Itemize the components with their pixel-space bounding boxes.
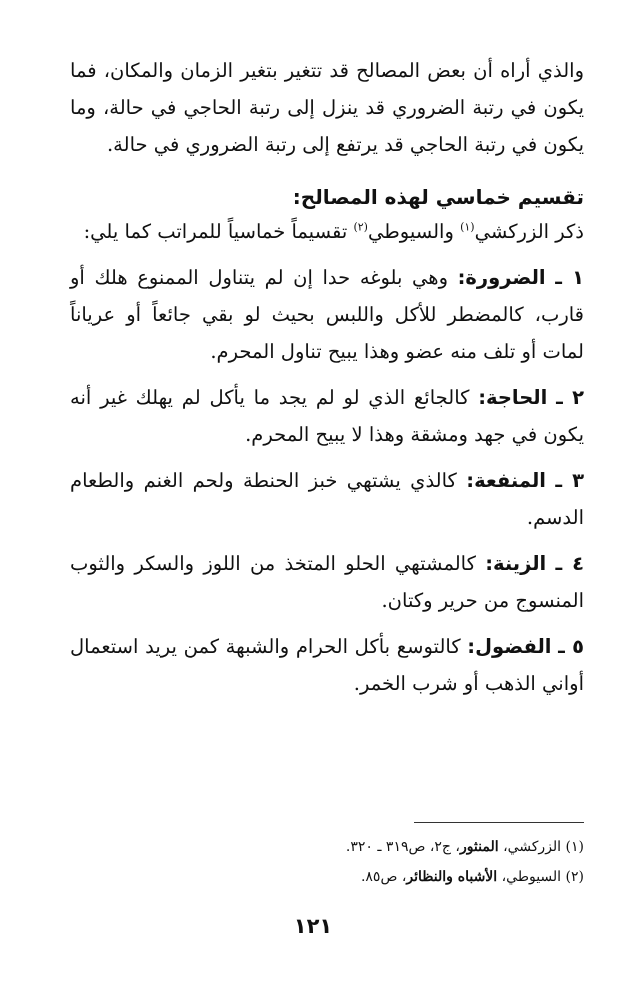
item-number: ٤ ـ bbox=[555, 552, 584, 575]
list-item bbox=[70, 259, 584, 370]
item-text: كالتوسع بأكل الحرام والشبهة كمن يريد استعمال أواني الذهب أو شرب الخمر. bbox=[70, 635, 584, 695]
section-heading: تقسيم خماسي لهذه المصالح: bbox=[292, 185, 584, 209]
item-text: كالذي يشتهي خبز الحنطة ولحم الغنم والطعام الدسم. bbox=[70, 469, 584, 529]
item-term: الضرورة: bbox=[457, 266, 546, 289]
item-term: الفضول: bbox=[467, 635, 552, 658]
footnote-detail: ، ج٢، ص٣١٩ ـ ٣٢٠. bbox=[345, 839, 460, 855]
list-item bbox=[70, 462, 584, 536]
page-body bbox=[70, 52, 584, 702]
list-item bbox=[70, 379, 584, 453]
lead-paragraph bbox=[70, 213, 584, 250]
footnote-ref-2[interactable]: (٢) bbox=[353, 220, 368, 234]
footnote-author: الزركشي، bbox=[498, 839, 562, 855]
item-text: كالجائع الذي لو لم يجد ما يأكل لم يهلك غير أنه يكون في جهد ومشقة وهذا لا يبيح المحرم. bbox=[70, 386, 584, 446]
lead-text-3: تقسيماً خماسياً للمراتب كما يلي: bbox=[83, 220, 354, 243]
footnote-divider bbox=[414, 822, 584, 823]
item-term: الزينة: bbox=[485, 552, 547, 575]
item-number: ١ ـ bbox=[555, 266, 584, 289]
item-number: ٢ ـ bbox=[556, 386, 584, 409]
item-term: المنفعة: bbox=[466, 469, 546, 492]
item-number: ٥ ـ bbox=[558, 635, 584, 658]
item-text: وهي بلوغه حدا إن لم يتناول الممنوع هلك أو قارب، كالمضطر للأكل واللبس بحيث لو بقي جائعاً أو عرياناً لمات أو تلف منه عضو وهذا يبيح تناول المحرم. bbox=[70, 266, 584, 363]
page-number: ١٢١ bbox=[293, 914, 333, 938]
footnote-title: الأشباه والنظائر bbox=[406, 869, 498, 885]
lead-text-2: والسيوطي bbox=[367, 220, 461, 243]
footnote-title: المنثور bbox=[459, 839, 499, 855]
footnote-ref-1[interactable]: (١) bbox=[460, 220, 475, 234]
list-item bbox=[70, 628, 584, 702]
footnote-item bbox=[70, 832, 584, 862]
item-text: كالمشتهي الحلو المتخذ من اللوز والسكر والثوب المنسوج من حرير وكتان. bbox=[70, 552, 584, 612]
item-number: ٣ ـ bbox=[555, 469, 584, 492]
footnote-author: السيوطي، bbox=[497, 869, 562, 885]
footnote-item bbox=[70, 862, 584, 892]
lead-text-1: ذكر الزركشي bbox=[474, 220, 584, 243]
list-item bbox=[70, 545, 584, 619]
footnotes bbox=[70, 832, 584, 892]
item-term: الحاجة: bbox=[478, 386, 548, 409]
footnote-number: (١) bbox=[565, 839, 584, 855]
footnote-detail: ، ص٨٥. bbox=[360, 869, 407, 885]
footnote-number: (٢) bbox=[565, 869, 584, 885]
intro-paragraph: والذي أراه أن بعض المصالح قد تتغير بتغير الزمان والمكان، فما يكون في رتبة الضروري قد ينزل إلى رتبة الحاجي في حالة، وما يكون في رتبة الحاجي قد يرتفع إلى رتبة الضروري في حالة. bbox=[70, 59, 584, 156]
